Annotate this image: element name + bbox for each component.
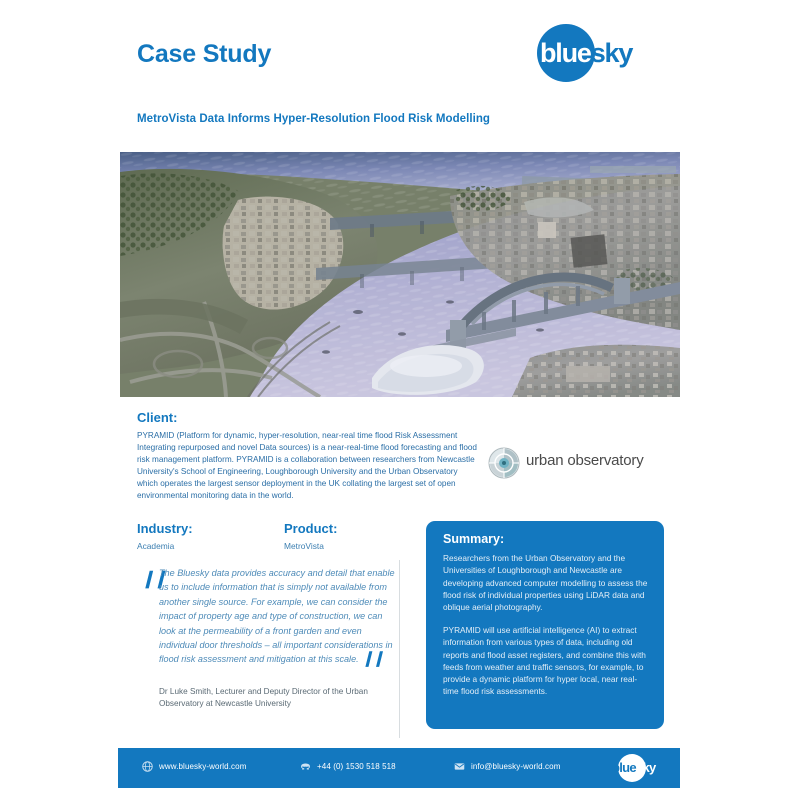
footer-logo-word-sky: sky: [635, 760, 656, 775]
urban-observatory-mark-icon: [488, 447, 520, 479]
summary-panel: [426, 521, 664, 729]
logo-word-sky: sky: [590, 38, 633, 68]
right-page-margin: [696, 0, 800, 800]
industry-value: Academia: [137, 541, 175, 551]
bluesky-logo: [528, 22, 673, 84]
footer-logo-wordmark: [612, 761, 672, 775]
page-subtitle: MetroVista Data Informs Hyper-Resolution Flood Risk Modelling: [137, 113, 490, 125]
industry-heading: Industry:: [137, 521, 193, 536]
product-value: MetroVista: [284, 541, 324, 551]
page-title: Case Study: [137, 40, 272, 68]
footer-bar: [118, 748, 680, 788]
summary-paragraph-1: Researchers from the Urban Observatory and the Universities of Loughborough and Newcastle are developing advanced computer modelling to assess the flood risk of individual properties using LiDAR data and oblique aerial photography.: [443, 553, 648, 613]
left-page-margin: [0, 0, 104, 800]
quote-open-mark-icon: ❙❙: [141, 569, 166, 588]
footer-telephone-label: +44 (0) 1530 518 518: [317, 762, 396, 771]
footer-website-label: www.bluesky-world.com: [159, 762, 247, 771]
product-heading: Product:: [284, 521, 338, 536]
page-header: [104, 0, 696, 125]
footer-telephone[interactable]: [300, 761, 396, 772]
footer-website[interactable]: [142, 761, 246, 772]
vertical-divider: [399, 560, 400, 738]
footer-email[interactable]: [454, 761, 560, 772]
hero-aerial-flood-image: [120, 152, 680, 397]
urban-observatory-wordmark: urban observatory: [526, 452, 644, 469]
urban-observatory-logo: [488, 443, 668, 485]
client-description: PYRAMID (Platform for dynamic, hyper-resolution, near-real time flood Risk Assessment Integrating repurposed and novel Data sources) is a near-real-time flood forecasting and flood risk management platform. PYRAMID is a collaboration between researchers from Newcastle University's School of Engineering, Loughborough University and the Urban Observatory which operates the largest sensor deployment in the UK collating the largest set of open environmental monitoring data in the world.: [137, 431, 477, 501]
telephone-icon: [300, 761, 311, 772]
logo-word-blue: blue: [540, 38, 591, 68]
globe-icon: [142, 761, 153, 772]
logo-wordmark: [540, 38, 680, 68]
summary-heading: Summary:: [443, 532, 505, 546]
summary-paragraph-2: PYRAMID will use artificial intelligence (AI) to extract information from various types of data, including old reports and flood asset registers, and combine this with feeds from weather and traffic sensors, for example, to provide a dynamic platform for hyper local, near real-time flood risk assessments.: [443, 625, 646, 697]
quote-attribution: Dr Luke Smith, Lecturer and Deputy Director of the Urban Observatory at Newcastle University: [159, 687, 368, 708]
quote-text: [159, 566, 401, 667]
quote-close-mark-icon: ❙❙: [361, 650, 383, 668]
envelope-icon: [454, 761, 465, 772]
footer-bluesky-logo: [606, 753, 666, 783]
footer-email-label: info@bluesky-world.com: [471, 762, 561, 771]
quote-body: The Bluesky data provides accuracy and detail that enable us to include information that is simply not available from another single source. For example, we can consider the impact of property age and type of construction, we can look at the permeability of a front garden and even individual door thresholds – all important considerations in flood risk assessment and mitigation at this scale.: [159, 568, 395, 665]
case-study-page: [104, 0, 696, 800]
footer-logo-word-blue: blue: [612, 760, 636, 775]
client-heading: Client:: [137, 410, 178, 425]
